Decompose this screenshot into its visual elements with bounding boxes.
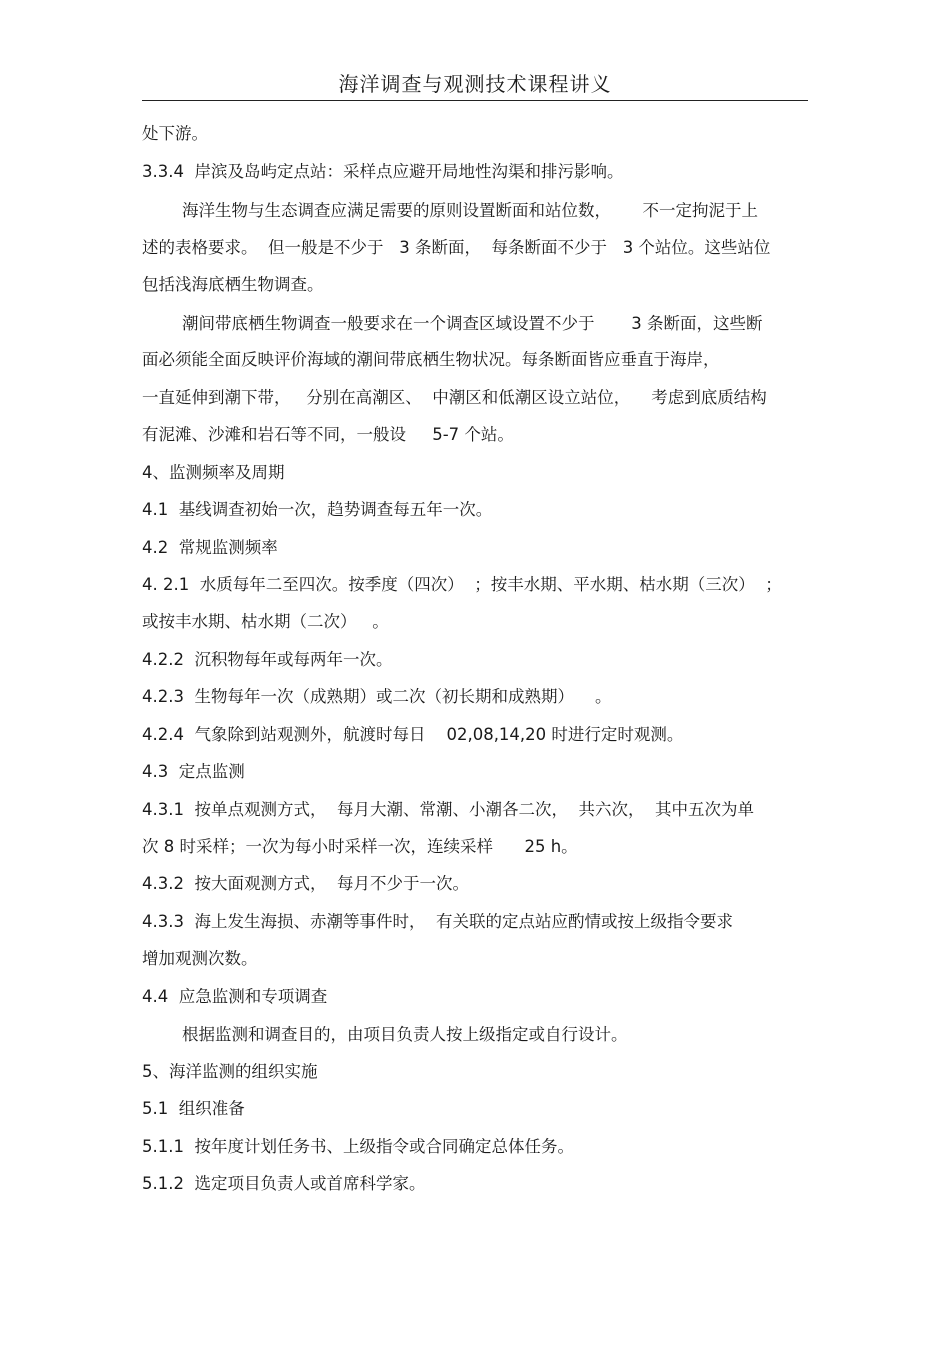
text-line: 4.2.3 生物每年一次（成熟期）或二次（初长期和成熟期） 。 xyxy=(142,687,612,706)
text-line: 次 8 时采样；一次为每小时采样一次，连续采样 25 h。 xyxy=(142,837,578,856)
text-line: 有泥滩、沙滩和岩石等不同，一般设 5-7 个站。 xyxy=(142,425,514,444)
text-line: 海洋生物与生态调查应满足需要的原则设置断面和站位数， 不一定拘泥于上 xyxy=(182,201,758,220)
text-line: 增加观测次数。 xyxy=(142,949,258,968)
text-line: 或按丰水期、枯水期（二次） 。 xyxy=(142,612,389,631)
text-line: 5.1.1 按年度计划任务书、上级指令或合同确定总体任务。 xyxy=(142,1137,574,1156)
text-line: 4.3 定点监测 xyxy=(142,762,245,781)
text-line: 一直延伸到潮下带， 分别在高潮区、 中潮区和低潮区设立站位， 考虑到底质结构 xyxy=(142,388,767,407)
text-line: 处下游。 xyxy=(142,124,208,143)
text-line: 3.3.4 岸滨及岛屿定点站：采样点应避开局地性沟渠和排污影响。 xyxy=(142,162,624,181)
text-line: 4.1 基线调查初始一次，趋势调查每五年一次。 xyxy=(142,500,493,519)
text-line: 4.2 常规监测频率 xyxy=(142,538,278,557)
text-line: 潮间带底栖生物调查一般要求在一个调查区域设置不少于 3 条断面，这些断 xyxy=(182,314,763,333)
text-line: 5.1 组织准备 xyxy=(142,1099,245,1118)
page-title: 海洋调查与观测技术课程讲义 xyxy=(338,72,612,96)
text-line: 4.3.3 海上发生海损、赤潮等事件时， 有关联的定点站应酌情或按上级指令要求 xyxy=(142,912,733,931)
text-line: 4.2.2 沉积物每年或每两年一次。 xyxy=(142,650,393,669)
text-line: 5、海洋监测的组织实施 xyxy=(142,1062,318,1081)
text-line: 面必须能全面反映评价海域的潮间带底栖生物状况。每条断面皆应垂直于海岸， xyxy=(142,350,720,369)
text-line: 4. 2.1 水质每年二至四次。按季度（四次） ；按丰水期、平水期、枯水期（三次） ； xyxy=(142,575,782,594)
text-line: 4.2.4 气象除到站观测外，航渡时每日 02,08,14,20 时进行定时观测。 xyxy=(142,725,684,744)
text-line: 述的表格要求。 但一般是不少于 3 条断面， 每条断面不少于 3 个站位。这些站位 xyxy=(142,238,771,257)
header-rule xyxy=(142,100,808,101)
text-line: 4.3.1 按单点观测方式， 每月大潮、常潮、小潮各二次， 共六次， 其中五次为单 xyxy=(142,800,754,819)
text-line: 4.4 应急监测和专项调查 xyxy=(142,987,328,1006)
text-line: 包括浅海底栖生物调查。 xyxy=(142,275,324,294)
text-line: 5.1.2 选定项目负责人或首席科学家。 xyxy=(142,1174,426,1193)
text-line: 4.3.2 按大面观测方式， 每月不少于一次。 xyxy=(142,874,469,893)
text-line: 根据监测和调查目的，由项目负责人按上级指定或自行设计。 xyxy=(182,1025,628,1044)
text-line: 4、监测频率及周期 xyxy=(142,463,285,482)
